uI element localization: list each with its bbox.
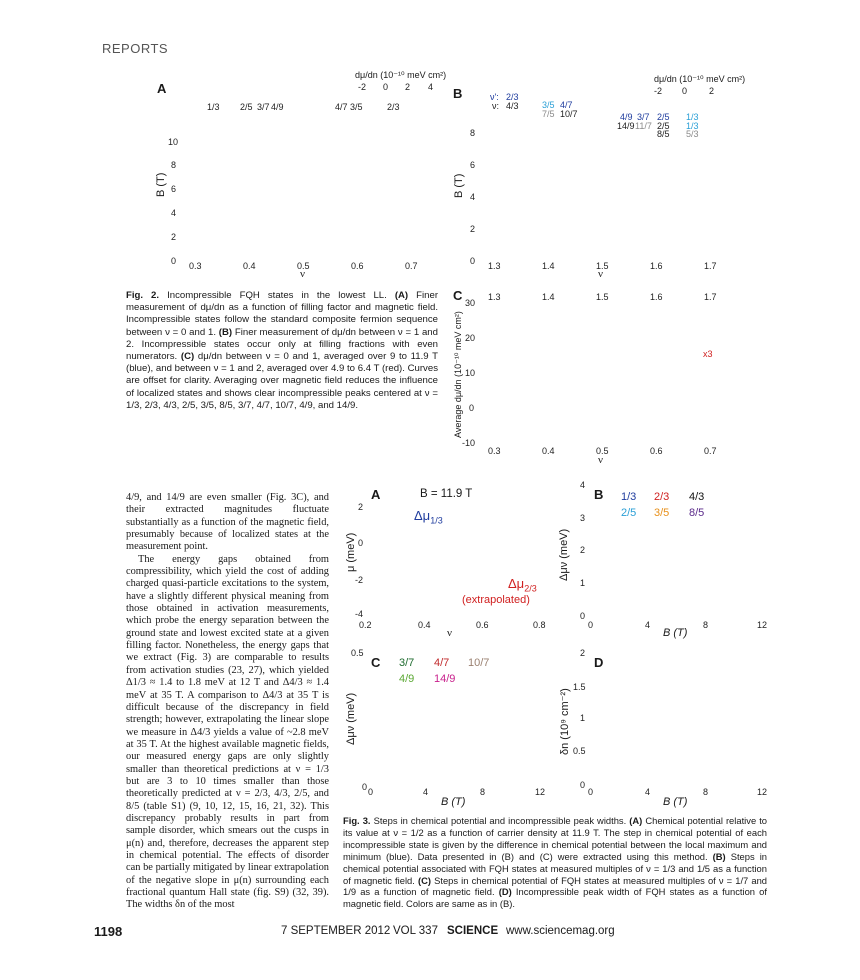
y-tick: 6 (171, 184, 177, 194)
panel-letter: B (453, 86, 463, 101)
x-axis-label: B (T) (663, 796, 688, 808)
fig3-caption (343, 815, 767, 910)
x-axis-label: B (T) (663, 627, 688, 639)
fraction-label: 4/3 (506, 101, 519, 111)
body-paragraph: 4/9, and 14/9 are even smaller (Fig. 3C), and their extracted magnitudes fluctuate substantially as a function of the magnetic field, presumably because of localized states at the measurement point. (126, 492, 329, 553)
caption-label: Fig. 2. (126, 290, 160, 301)
y-tick: -10 (462, 438, 476, 448)
legend-item: 2/5 (621, 507, 637, 519)
fraction-label: 5/3 (686, 129, 699, 139)
top-tick: 4 (428, 82, 434, 92)
fraction-label: 10/7 (560, 109, 578, 119)
fraction-label: 3/5 (350, 102, 363, 112)
nu-prime-label: ν': (490, 92, 499, 102)
x-tick: 1.7 (704, 261, 717, 271)
y-axis-label: δn (10⁹ cm⁻²) (559, 688, 571, 755)
fraction-label: 14/9 (617, 121, 635, 131)
x-tick: 1.4 (542, 261, 555, 271)
delta-mu-symbol: Δμ (508, 576, 525, 591)
legend-item: 14/9 (434, 673, 456, 685)
y-axis-label: Δμν (meV) (558, 528, 570, 581)
x-axis-label: ν (300, 268, 305, 280)
y-tick: 2 (580, 545, 586, 555)
y-tick: -2 (355, 575, 364, 585)
legend-item: 4/7 (434, 657, 450, 669)
caption-letter: (A) (394, 290, 409, 301)
caption-part: dμ/dn between ν = 0 and 1, averaged over 9 to 11.9 T (blue), and between ν = 1 and 2, averaged over 4.9 to 6.4 T (red). Curves are offset for clarity. Averaging over magnetic field reduces the influence of localized states and shows clear incompressible peaks centered at ν = 1/3, 2/3, 4/3, 2/5, 3/5, 8/5, 3/7, 4/7, 10/7, 4/9, and 14/9. (126, 351, 438, 411)
fraction-label: 2/3 (387, 102, 400, 112)
fraction-label: 3/7 (257, 102, 270, 112)
x-tick: 4 (645, 787, 651, 797)
y-tick: 8 (470, 128, 476, 138)
caption-letter: (B) (712, 850, 726, 862)
x-tick: 12 (535, 787, 546, 797)
x-tick: 0 (588, 620, 594, 630)
y-tick: 0 (171, 256, 177, 266)
fraction-label: 2/3 (506, 92, 519, 102)
x-tick: 0.4 (418, 620, 431, 630)
fraction-label: 2/5 (657, 121, 670, 131)
y-tick: -4 (355, 609, 364, 619)
footer-journal: SCIENCE (447, 925, 499, 937)
x-tick: 1.5 (596, 261, 609, 271)
caption-letter: (D) (498, 886, 512, 898)
top-tick: 1.6 (650, 292, 663, 302)
delta-mu-symbol: Δμ (414, 508, 431, 523)
legend-item: 3/5 (654, 507, 670, 519)
top-tick: 1.5 (596, 292, 609, 302)
y-tick: 2 (171, 232, 177, 242)
top-tick: -2 (654, 86, 663, 96)
legend-item: 8/5 (689, 507, 705, 519)
y-tick: 10 (465, 368, 476, 378)
x-tick: 1.6 (650, 261, 663, 271)
x-tick: 0 (588, 787, 594, 797)
x-tick: 0.8 (533, 620, 546, 630)
caption-part: Incompressible peak width of FQH states as a function of magnetic field. Colors are same as in (B). (343, 886, 767, 910)
top-tick: 0 (383, 82, 389, 92)
x-tick: 0.4 (542, 446, 555, 456)
y-tick: 2 (358, 502, 364, 512)
fraction-label: 1/3 (207, 102, 220, 112)
fraction-label: 7/5 (542, 109, 555, 119)
caption-title: Steps in chemical potential and incompressible peak widths. (373, 815, 627, 826)
panel-letter: C (371, 655, 381, 670)
y-axis-label: Δμν (meV) (345, 692, 357, 745)
section-header: REPORTS (102, 41, 169, 56)
fraction-label: 4/7 (335, 102, 348, 112)
x-tick: 0.5 (596, 446, 609, 456)
y-tick: 2 (470, 224, 476, 234)
y-tick: 30 (465, 298, 476, 308)
x-tick: 4 (423, 787, 429, 797)
fraction-label: 8/5 (657, 129, 670, 139)
fraction-label: 4/9 (271, 102, 284, 112)
y-tick: 4 (580, 480, 586, 490)
fraction-label: 4/9 (620, 112, 633, 122)
x-tick: 0.6 (351, 261, 364, 271)
fraction-label: 3/5 (542, 100, 555, 110)
body-text-column (126, 492, 329, 912)
y-tick: 2 (580, 648, 586, 658)
y-tick: 3 (580, 513, 586, 523)
top-tick: 0 (682, 86, 688, 96)
x-tick: 0.2 (359, 620, 372, 630)
legend-item: 2/3 (654, 491, 670, 503)
caption-letter: (C) (417, 874, 431, 886)
caption-title: Incompressible FQH states in the lowest LL. (167, 290, 387, 301)
delta-mu-subscript: 2/3 (524, 583, 537, 594)
x-tick: 0.5 (297, 261, 310, 271)
x-tick: 0.7 (405, 261, 418, 271)
caption-part: Steps in chemical potential of FQH states at measured multiples of ν = 1/7 and 1/9 as a function of magnetic field. (343, 874, 768, 898)
annotation-x3: x3 (703, 349, 713, 359)
fraction-label: 1/3 (686, 121, 699, 131)
x-tick: 0.6 (650, 446, 663, 456)
top-tick: 2 (709, 86, 715, 96)
top-tick: 1.4 (542, 292, 555, 302)
x-tick: 0.6 (476, 620, 489, 630)
y-tick: 0 (469, 403, 475, 413)
y-tick: 0.5 (573, 746, 586, 756)
y-tick: 0 (358, 538, 364, 548)
caption-label: Fig. 3. (343, 815, 371, 826)
top-axis-title: dμ/dn (10⁻¹⁰ meV cm²) (654, 74, 746, 84)
delta-mu-13-label (414, 508, 443, 526)
x-tick: 0.7 (704, 446, 717, 456)
y-tick: 1.5 (573, 682, 586, 692)
x-axis-label: B (T) (441, 796, 466, 808)
top-tick: -2 (358, 82, 367, 92)
x-axis-label: ν (598, 268, 603, 280)
panel-letter: A (157, 81, 167, 96)
panel-letter: D (594, 655, 604, 670)
footer-url: www.sciencemag.org (506, 925, 615, 937)
top-tick: 2 (405, 82, 411, 92)
extrapolated-label: (extrapolated) (462, 594, 530, 606)
body-paragraph: The energy gaps obtained from compressibility, which yield the cost of adding charged quasi-particle excitations to the system, have a slightly different physical meaning from those obtained in activation measurements, which probe the energy separation between the ground state and lowest excited state at a given filling factor. Nonetheless, the energy gaps that we extract (Fig. 3) are comparable to results from activation studies (23, 27), which yielded Δ1/3 ≈ 1.4 to 1.8 meV at 12 T and Δ4/3 ≈ 1.4 meV at 35 T. A comparison to Δ4/3 at 35 T is difficult because of the discrepancy in field strength; however, extrapolating the linear slope we measure in Δ4/3 yields a value of ~2.8 meV at 35 T. At the highest available magnetic fields, our measured energy gaps are only slightly smaller than theoretical predictions at ν = 1/3 but are 3 to 10 times smaller than those theoretically predicted at ν = 2/3, 4/3, 2/5, and 8/5 (table S1) (9, 10, 12, 15, 16, 21, 32). This discrepancy probably results in part from sample disorder, which smears out the cusps in μ(n) and, therefore, decreases the apparent step in chemical potential. The effects of disorder can be partially mitigated by linear extrapolation of the negative slope in μ(n) surrounding each fractional quantum Hall state (fig. S9) (32, 39). The widths δn of the most (126, 553, 329, 911)
footer-date: 7 SEPTEMBER 2012 (281, 925, 391, 937)
fraction-label: 11/7 (635, 121, 652, 131)
x-tick: 0.3 (488, 446, 501, 456)
top-tick: 1.7 (704, 292, 717, 302)
panel-letter: B (594, 487, 604, 502)
y-tick: 1 (580, 578, 586, 588)
page-number: 1198 (94, 924, 123, 939)
fraction-label: 2/5 (240, 102, 253, 112)
fig2-caption (126, 290, 438, 412)
x-tick: 4 (645, 620, 651, 630)
panel-letter: C (453, 288, 463, 303)
x-tick: 12 (757, 620, 768, 630)
x-tick: 0 (368, 787, 374, 797)
y-tick: 0 (580, 611, 586, 621)
delta-mu-23-label (508, 576, 537, 594)
x-axis-label: ν (447, 627, 452, 639)
top-tick: 1.3 (488, 292, 501, 302)
caption-part: Steps in chemical potential associated with FQH states at measured multiples of ν = 1/3 and 1/5 as a function of magnetic field. (343, 850, 767, 886)
x-tick: 8 (703, 787, 709, 797)
panel-letter: A (371, 487, 381, 502)
top-axis-title: dμ/dn (10⁻¹⁰ meV cm²) (355, 70, 447, 80)
y-tick: 4 (171, 208, 177, 218)
legend-item: 1/3 (621, 491, 637, 503)
y-tick: 0 (580, 780, 586, 790)
x-axis-label: ν (598, 454, 603, 466)
y-axis-label: B (T) (155, 172, 167, 197)
caption-letter: (A) (629, 815, 643, 826)
fraction-label: 3/7 (637, 112, 650, 122)
x-tick: 8 (703, 620, 709, 630)
caption-part: Finer measurement of dμ/dn between ν = 1 and 2. Incompressible states occur only at filling fractions with even numerators. (126, 326, 438, 363)
y-tick: 0 (362, 782, 368, 792)
y-tick: 8 (171, 160, 177, 170)
x-tick: 12 (757, 787, 768, 797)
footer-volume: VOL 337 (393, 925, 438, 937)
x-tick: 1.3 (488, 261, 501, 271)
y-axis-label: Average dμ/dn (10⁻¹⁰ meV cm²) (453, 311, 463, 438)
x-tick: 8 (480, 787, 486, 797)
y-tick: 4 (470, 192, 476, 202)
y-axis-label: μ (meV) (345, 532, 357, 572)
fraction-label: 1/3 (686, 112, 699, 122)
y-tick: 0 (470, 256, 476, 266)
x-tick: 0.3 (189, 261, 202, 271)
fraction-label: 4/7 (560, 100, 573, 110)
caption-part: Chemical potential relative to its value at ν = 1/2 as a function of carrier density at 11.9 T. The step in chemical potential of each incompressible state is given by the difference in chemical potential between the local maximum and minimum (blue). Data presented in (B) and (C) were extracted using this method. (343, 815, 768, 862)
y-axis-label: B (T) (453, 173, 465, 198)
caption-letter: (C) (180, 351, 195, 363)
delta-mu-subscript: 1/3 (430, 515, 443, 526)
fraction-label: 2/5 (657, 112, 670, 122)
legend-item: 10/7 (468, 657, 490, 669)
y-tick: 10 (168, 137, 179, 147)
y-tick: 0.5 (351, 648, 364, 658)
y-tick: 1 (580, 713, 586, 723)
field-label: B = 11.9 T (420, 488, 473, 500)
legend-item: 3/7 (399, 657, 415, 669)
caption-letter: (B) (218, 326, 233, 338)
nu-label: ν: (492, 101, 500, 111)
caption-part: Finer measurement of dμ/dn as a function of filling factor and magnetic field. Incompressible states follow the standard composite fermion sequence between ν = 0 and 1. (126, 290, 439, 338)
legend-item: 4/9 (399, 673, 415, 685)
y-tick: 6 (470, 160, 476, 170)
legend-item: 4/3 (689, 491, 705, 503)
x-tick: 0.4 (243, 261, 256, 271)
y-tick: 20 (465, 333, 476, 343)
